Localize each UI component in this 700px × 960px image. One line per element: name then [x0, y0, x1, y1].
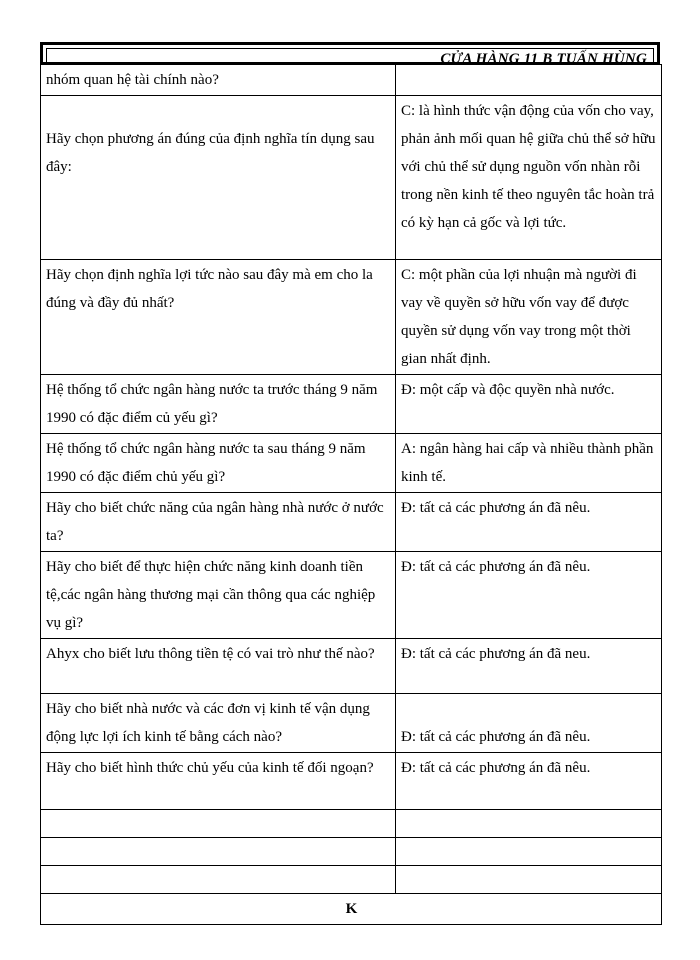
header-title: CỬA HÀNG 11 B TUẤN HÙNG	[440, 51, 647, 67]
empty-cell	[41, 838, 396, 866]
answer-cell	[396, 694, 662, 753]
table-row	[41, 639, 662, 694]
answer-cell: Đ: tất cả các phương án đã nêu.	[396, 753, 662, 810]
table-row	[41, 375, 662, 434]
answer-cell: A: ngân hàng hai cấp và nhiều thành phần kinh tế.	[396, 434, 662, 493]
question-cell: Ahyx cho biết lưu thông tiền tệ có vai trò như thế nào?	[41, 639, 396, 694]
table-row	[41, 694, 662, 753]
table-row	[41, 260, 662, 375]
empty-cell	[41, 866, 396, 894]
end-mark: K	[41, 894, 662, 925]
cell-spacer	[46, 97, 391, 125]
table-row	[41, 753, 662, 810]
empty-cell	[396, 838, 662, 866]
cell-spacer	[401, 695, 657, 723]
page-header	[40, 42, 660, 67]
question-cell: Hãy cho biết chức năng của ngân hàng nhà nước ở nước ta?	[41, 493, 396, 552]
empty-row	[41, 810, 662, 838]
empty-cell	[396, 866, 662, 894]
qa-table	[40, 64, 662, 925]
answer-text: Đ: tất cả các phương án đã nêu.	[401, 729, 591, 745]
header-frame	[46, 48, 654, 67]
table-row	[41, 434, 662, 493]
question-cell: Hãy cho biết hình thức chủ yếu của kinh tế đối ngoạn?	[41, 753, 396, 810]
answer-cell: Đ: tất cả các phương án đã nêu.	[396, 493, 662, 552]
empty-cell	[41, 810, 396, 838]
answer-cell	[396, 65, 662, 96]
table-row	[41, 65, 662, 96]
question-cell	[41, 96, 396, 260]
table-row	[41, 493, 662, 552]
question-cell: Hệ thống tổ chức ngân hàng nước ta sau tháng 9 năm 1990 có đặc điểm chủ yếu gì?	[41, 434, 396, 493]
answer-cell: Đ: tất cả các phương án đã neu.	[396, 639, 662, 694]
question-cell: Hãy cho biết nhà nước và các đơn vị kinh tế vận dụng động lực lợi ích kinh tế bằng cách nào?	[41, 694, 396, 753]
question-cell: nhóm quan hệ tài chính nào?	[41, 65, 396, 96]
empty-cell	[396, 810, 662, 838]
empty-row	[41, 838, 662, 866]
question-cell: Hệ thống tổ chức ngân hàng nước ta trước tháng 9 năm 1990 có đặc điểm củ yếu gì?	[41, 375, 396, 434]
empty-row	[41, 866, 662, 894]
question-cell: Hãy chọn định nghĩa lợi tức nào sau đây mà em cho la đúng và đầy đủ nhất?	[41, 260, 396, 375]
table-row	[41, 96, 662, 260]
question-cell: Hãy cho biết để thực hiện chức năng kinh doanh tiền tệ,các ngân hàng thương mại cần thông qua các nghiệp vụ gì?	[41, 552, 396, 639]
answer-cell: C: là hình thức vận động của vốn cho vay, phản ảnh mối quan hệ giữa chủ thể sở hữu với chủ thể sử dụng nguồn vốn nhàn rỗi trong nền kinh tế theo nguyên tắc hoàn trả có kỳ hạn cả gốc và lợi tức.	[396, 96, 662, 260]
question-text: Hãy chọn phương án đúng của định nghĩa tín dụng sau đây:	[46, 131, 375, 175]
answer-cell: C: một phần của lợi nhuận mà người đi vay về quyền sở hữu vốn vay để được quyền sử dụng vốn vay trong một thời gian nhất định.	[396, 260, 662, 375]
answer-cell: Đ: một cấp và độc quyền nhà nước.	[396, 375, 662, 434]
table-row	[41, 552, 662, 639]
footer-row	[41, 894, 662, 925]
answer-cell: Đ: tất cả các phương án đã nêu.	[396, 552, 662, 639]
